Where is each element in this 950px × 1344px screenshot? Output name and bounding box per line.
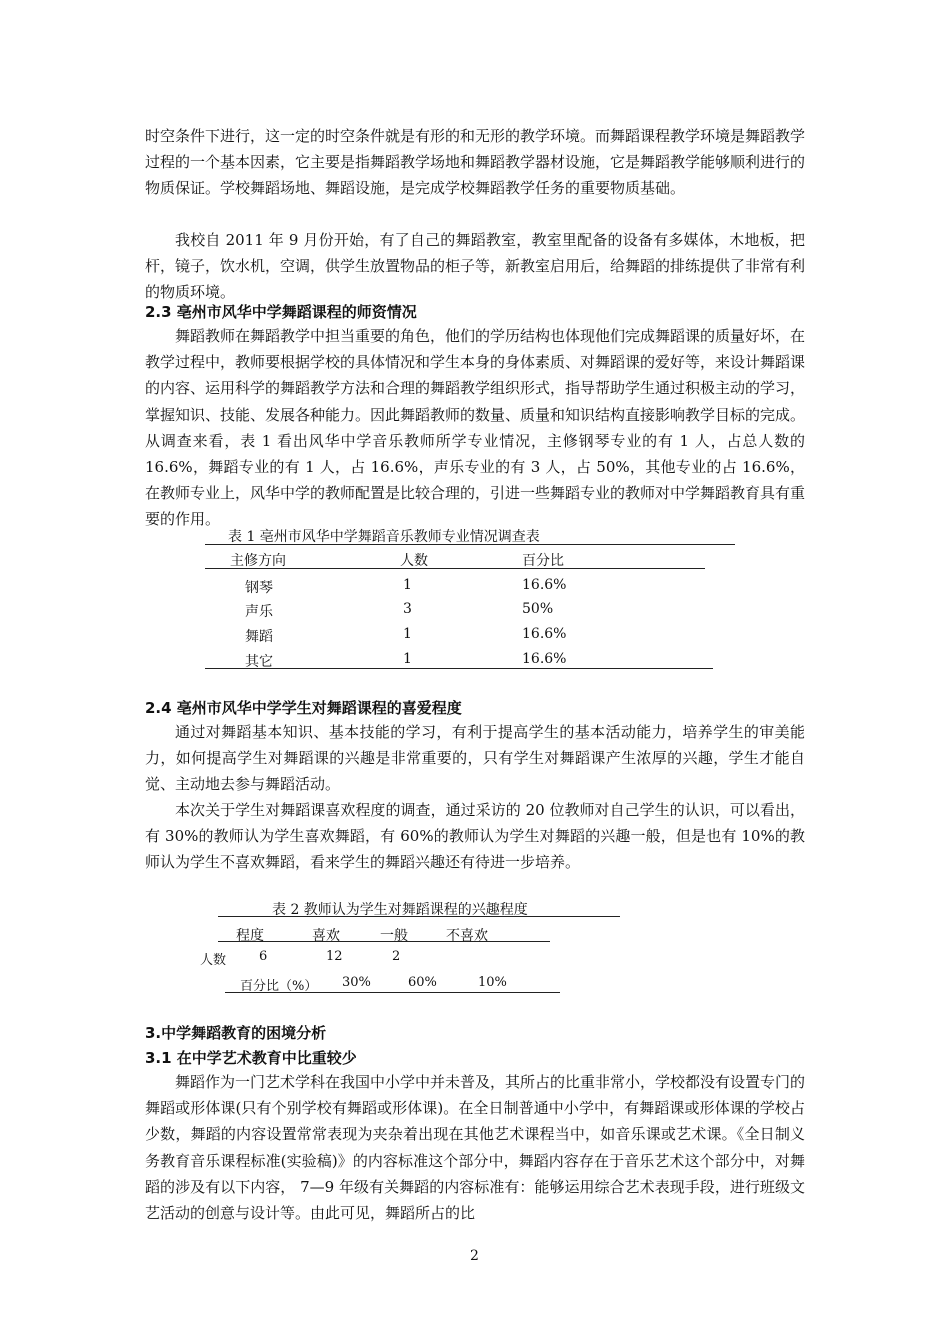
table-1-row2-percent: 50% [522, 601, 554, 617]
table-1-row3-major: 舞蹈 [245, 629, 273, 645]
table-1-row1-major: 钢琴 [245, 580, 273, 596]
paragraph-survey: 本次关于学生对舞蹈课喜欢程度的调查，通过采访的 20 位教师对自己学生的认识，可以看出，有 30%的教师认为学生喜欢舞蹈，有 60%的教师认为学生对舞蹈的兴趣一般，但是也有 10%的教师认为学生不喜欢舞蹈，看来学生的舞蹈兴趣还有待进一步培养。 [145, 801, 805, 872]
table-1-row2-count: 3 [403, 601, 412, 617]
table-2-count-label: 人数 [200, 953, 227, 968]
section-heading-2-4: 2.4 亳州市风华中学学生对舞蹈课程的喜爱程度 [145, 699, 462, 717]
table-1-row4-major: 其它 [245, 654, 273, 670]
section-heading-2-3: 2.3 亳州市风华中学舞蹈课程的师资情况 [145, 303, 417, 321]
table-2-percent-dislike: 10% [478, 975, 507, 990]
table-1-header-percent: 百分比 [522, 553, 564, 569]
table-1-caption: 表 1 亳州市风华中学舞蹈音乐教师专业情况调查表 [228, 529, 540, 545]
paragraph-dance-classroom: 我校自 2011 年 9 月份开始，有了自己的舞蹈教室，教室里配备的设备有多媒体，木地板，把杆，镜子，饮水机，空调，供学生放置物品的柜子等，新教室启用后，给舞蹈的排练提供了非常有利的物质环境。 [145, 231, 806, 302]
table-1-row1-count: 1 [403, 577, 412, 593]
paragraph-low-proportion: 舞蹈作为一门艺术学科在我国中小学中并未普及，其所占的比重非常小，学校都没有设置专门的舞蹈或形体课(只有个别学校有舞蹈或形体课)。在全日制普通中小学中，有舞蹈课或形体课的学校占少数，舞蹈的内容设置常常表现为夹杂着出现在其他艺术课程当中，如音乐课或艺术课。《全日制义务教育音乐课程标准(实验稿)》的内容标准这个部分中，舞蹈内容存在于音乐艺术这个部分中，对舞蹈的涉及有以下内容， 7—9 年级有关舞蹈的内容标准有：能够运用综合艺术表现手段，进行班级文艺活动的创意与设计等。由此可见，舞蹈所占的比 [145, 1073, 806, 1223]
table-1-bottom-rule [205, 668, 713, 669]
table-2-header-neutral: 一般 [380, 928, 408, 944]
table-2-header-dislike: 不喜欢 [446, 928, 488, 944]
table-2-percent-label: 百分比（%） [240, 979, 318, 994]
table-1-row1-percent: 16.6% [522, 577, 567, 593]
table-1-row4-count: 1 [403, 651, 412, 667]
table-2-count-neutral: 12 [326, 949, 343, 964]
table-1-row4-percent: 16.6% [522, 651, 567, 667]
paragraph-teaching-environment: 时空条件下进行，这一定的时空条件就是有形的和无形的教学环境。而舞蹈课程教学环境是舞蹈教学过程的一个基本因素，它主要是指舞蹈教学场地和舞蹈教学器材设施，它是舞蹈教学能够顺利进行的物质保证。学校舞蹈场地、舞蹈设施，是完成学校舞蹈教学任务的重要物质基础。 [145, 127, 806, 198]
section-heading-3-1: 3.1 在中学艺术教育中比重较少 [145, 1049, 357, 1067]
table-2-bottom-rule [225, 992, 560, 993]
table-1-top-rule [205, 544, 735, 545]
paragraph-teachers: 舞蹈教师在舞蹈教学中担当重要的角色，他们的学历结构也体现他们完成舞蹈课的质量好坏，在教学过程中，教师要根据学校的具体情况和学生本身的身体素质、对舞蹈课的爱好等，来设计舞蹈课的内容、运用科学的舞蹈教学方法和合理的舞蹈教学组织形式，指导帮助学生通过积极主动的学习，掌握知识、技能、发展各种能力。因此舞蹈教师的数量、质量和知识结构直接影响教学目标的完成。从调查来看，表 1 看出风华中学音乐教师所学专业情况，主修钢琴专业的有 1 人，占总人数的 16.6%，舞蹈专业的有 1 人，占 16.6%，声乐专业的有 3 人，占 50%，其他专业的占 16.6%，在教师专业上，风华中学的教师配置是比较合理的，引进一些舞蹈专业的教师对中学舞蹈教育具有重要的作用。 [145, 327, 806, 529]
table-2-percent-like: 30% [342, 975, 371, 990]
table-1-header-major: 主修方向 [230, 553, 286, 569]
table-1-row2-major: 声乐 [245, 604, 273, 620]
table-1-header-rule [205, 568, 705, 569]
table-1-row3-percent: 16.6% [522, 626, 567, 642]
table-2-count-dislike: 2 [392, 949, 401, 964]
table-2-header-degree: 程度 [236, 928, 264, 944]
table-2-percent-neutral: 60% [408, 975, 437, 990]
table-2-header-like: 喜欢 [312, 928, 340, 944]
table-1-row3-count: 1 [403, 626, 412, 642]
page-number: 2 [470, 1248, 479, 1264]
table-2-header-rule [218, 941, 550, 942]
table-1-header-count: 人数 [400, 553, 428, 569]
table-2-top-rule [218, 916, 620, 917]
table-2-count-like: 6 [259, 949, 268, 964]
paragraph-student-interest: 通过对舞蹈基本知识、基本技能的学习，有利于提高学生的基本活动能力，培养学生的审美能力，如何提高学生对舞蹈课的兴趣是非常重要的，只有学生对舞蹈课产生浓厚的兴趣，学生才能自觉、主动地去参与舞蹈活动。 [145, 723, 805, 794]
section-heading-3: 3.中学舞蹈教育的困境分析 [145, 1024, 327, 1042]
table-2-caption: 表 2 教师认为学生对舞蹈课程的兴趣程度 [272, 902, 528, 918]
